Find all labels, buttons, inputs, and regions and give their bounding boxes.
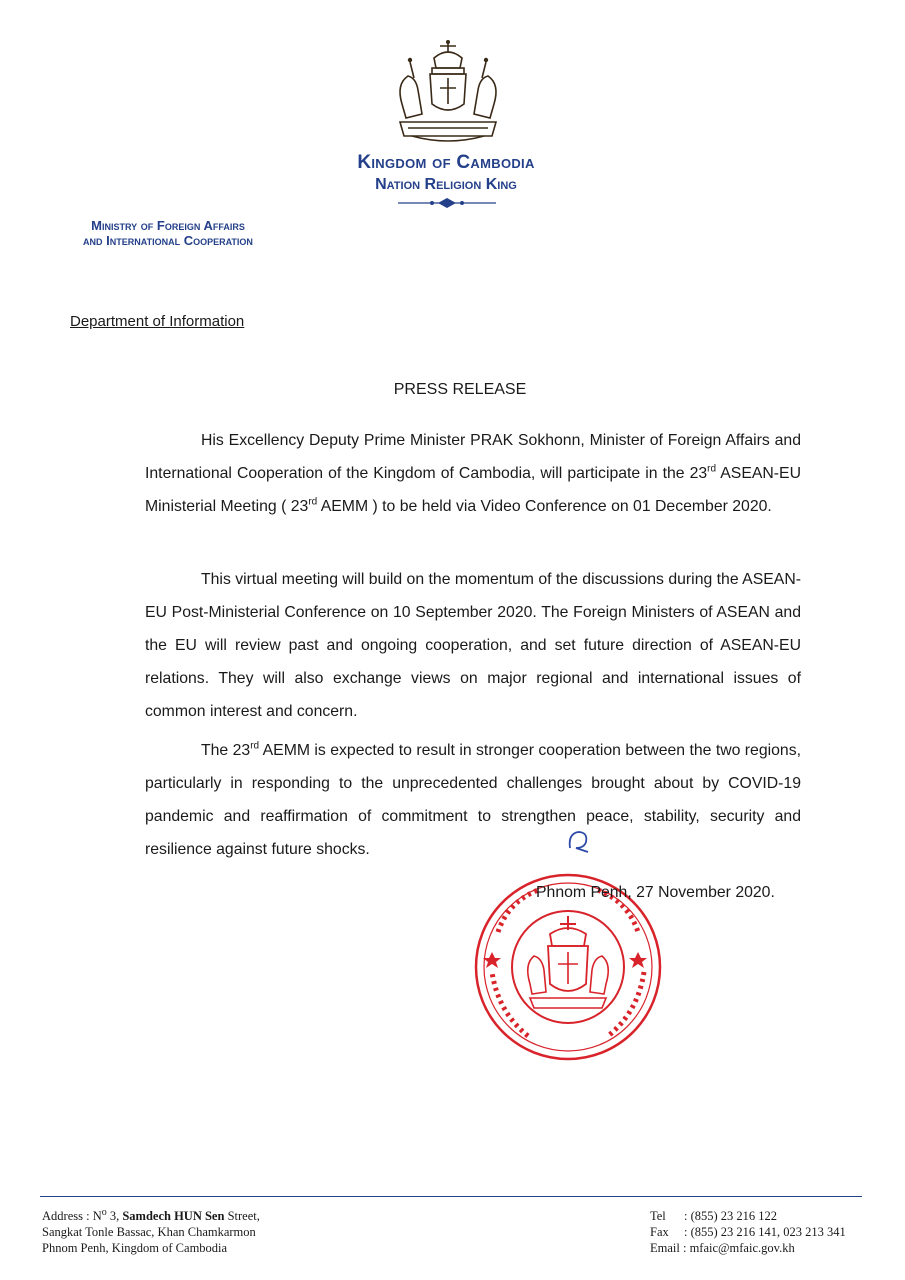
address-line-2: Sangkat Tonle Bassac, Khan Chamkarmon (42, 1225, 256, 1239)
place-and-date: Phnom Penh, 27 November 2020. (536, 884, 775, 901)
department-name: Department of Information (70, 313, 245, 330)
royal-arms-icon (388, 38, 508, 148)
fax-line: Fax : (855) 23 216 141, 023 213 341 (650, 1225, 846, 1239)
paragraph-1 (145, 424, 801, 523)
ministry-line-1: Ministry of Foreign Affairs (91, 218, 245, 233)
paragraph-3-text: The 23rd AEMM is expected to result in stronger cooperation between the two regions, particularly in responding to the unprecedented challenges brought about by COVID-19 pandemic and reaffirmation of commitment to strengthen peace, stability, security and resilience against future shocks. (145, 740, 802, 858)
footer-address (42, 1208, 260, 1256)
footer-contact (650, 1208, 846, 1256)
document-title: PRESS RELEASE (393, 381, 527, 398)
paragraph-3 (145, 734, 801, 866)
country-name: Kingdom of Cambodia (357, 152, 535, 173)
paragraph-2 (145, 563, 801, 728)
tel-line: Tel : (855) 23 216 122 (650, 1209, 778, 1223)
address-line-1: Address : $N^o$ 3, Samdech HUN Sen Street, (42, 1206, 260, 1223)
ministry-line-2: and International Cooperation (83, 233, 253, 248)
ministry-name (38, 218, 298, 248)
ornament-divider-icon (398, 197, 496, 209)
footer-divider (40, 1196, 862, 1197)
national-motto: Nation Religion King (375, 176, 517, 193)
handwritten-initial-icon (566, 828, 594, 854)
paragraph-1-text: His Excellency Deputy Prime Minister PRAK Sokhonn, Minister of Foreign Affairs and International Cooperation of the Kingdom of Cambodia, will participate in the 23rd ASEAN-EU Ministerial Meeting ( 23rd AEMM ) to be held via Video Conference on 01 December 2020. (145, 432, 802, 515)
paragraph-2-text: This virtual meeting will build on the momentum of the discussions during the ASEAN-EU Post-Ministerial Conference on 10 September 2020. The Foreign Ministers of ASEAN and the EU will review past and ongoing cooperation, and set future direction of ASEAN-EU relations. They will also exchange views on major regional and international issues of common interest and concern. (145, 571, 801, 720)
address-line-3: Phnom Penh, Kingdom of Cambodia (42, 1241, 228, 1255)
email-link[interactable]: : mfaic@mfaic.gov.kh (679, 1241, 795, 1255)
email-line: Email : mfaic@mfaic.gov.kh (650, 1241, 795, 1255)
